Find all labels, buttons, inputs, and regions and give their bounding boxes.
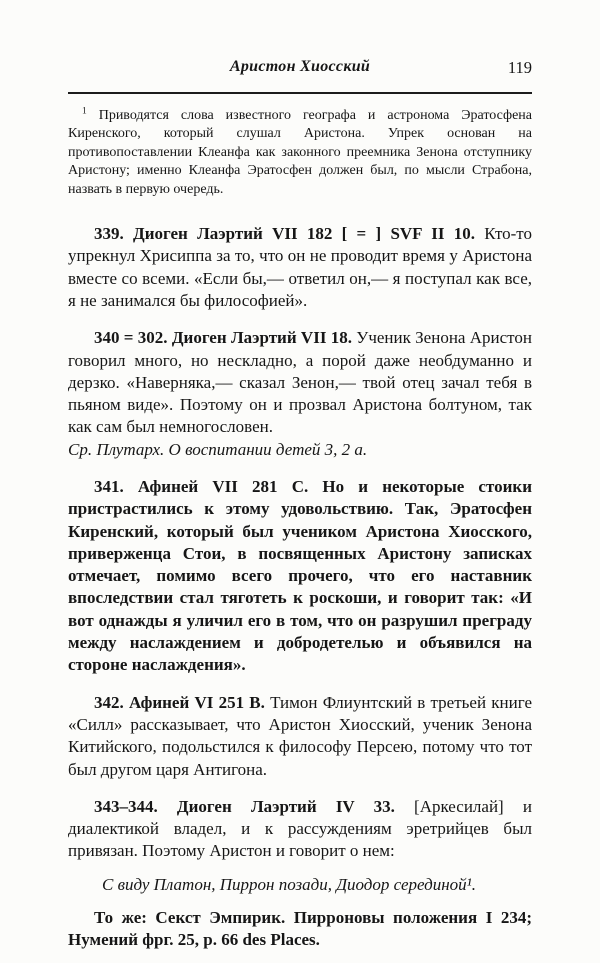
entry-340-lead: 340 = 302. Диоген Лаэртий VII 18. xyxy=(94,328,352,348)
entry-343-344-verse: С виду Платон, Пиррон позади, Диодор серединой¹. xyxy=(102,874,477,894)
entry-341-lead: 341. Афиней VII 281 C. xyxy=(94,477,309,496)
entry-339-lead: 339. Диоген Лаэртий VII 182 [ = ] SVF II 10. xyxy=(94,224,475,244)
page-number: 119 xyxy=(507,58,532,77)
entry-342-lead: 342. Афиней VI 251 B. xyxy=(94,692,265,712)
footnote-block xyxy=(68,107,532,199)
footnote-separator-rule xyxy=(68,92,532,94)
running-head xyxy=(68,58,532,78)
entry-343-344 xyxy=(68,796,532,863)
entry-342 xyxy=(68,692,532,781)
entry-340-body: Ученик Зенона Аристон говорил много, но нескладно, а порой даже необдуманно и дерзко. «Наверняка,— сказал Зенон,— твой отец зачал тебя в пьяном виде». Поэтому он и прозвал Аристона болтуном, так как сам был немногословен. xyxy=(68,328,532,437)
entry-343-344-addendum: То же: Секст Эмпирик. Пирроновы положения I 234; Нумений фрг. 25, p. 66 des Places. xyxy=(68,908,532,950)
footnote-text: Приводятся слова известного географа и астронома Эратосфена Киренского, который слушал Аристона. Упрек основан на противопоставлении Клеанфа как законного преемника Зенона отступнику Аристону; именно Клеанфа Эратосфен должен был, по мысли Страбона, назвать в первую очередь. xyxy=(68,108,532,197)
entry-343-344-body: [Аркесилай] и диалектикой владел, и к рассуждениям эретрийцев был привязан. Поэтому Аристон и говорит о нем: xyxy=(68,796,532,861)
entry-339 xyxy=(68,223,532,312)
entry-341-body: Но и некоторые стоики пристрастились к этому удовольствию. Так, Эратосфен Киренский, который был учеником Аристона Хиосского, приверженца Стои, в посвященных Аристону записках отмечает, помимо всего прочего, что его наставник впоследствии стал тяготеть к роскоши, и говорит так: «И вот однажды я уличил его в том, что он разрушил преграду между наслаждением и добродетелью и объявился на стороне наслаждения». xyxy=(68,477,532,675)
entry-341 xyxy=(68,476,532,677)
entry-342-body: Тимон Флиунтский в третьей книге «Силл» рассказывает, что Аристон Хиосский, ученик Зенона Китийского, подольстился к философу Персею, потому что тот был другом царя Антигона. xyxy=(68,692,532,779)
entry-340-reference: Ср. Плутарх. О воспитании детей 3, 2 а. xyxy=(68,439,368,459)
footnote-marker: 1 xyxy=(82,106,87,117)
running-title: Аристон Хиосский xyxy=(229,58,371,75)
entry-343-344-lead: 343–344. Диоген Лаэртий IV 33. xyxy=(94,796,395,816)
entry-340 xyxy=(68,327,532,438)
entry-339-body: Кто-то упрекнул Хрисиппа за то, что он не проводит время у Аристона вместе со всеми. «Если бы,— ответил он,— я поступал как все, я не занимался бы философией». xyxy=(68,224,533,310)
